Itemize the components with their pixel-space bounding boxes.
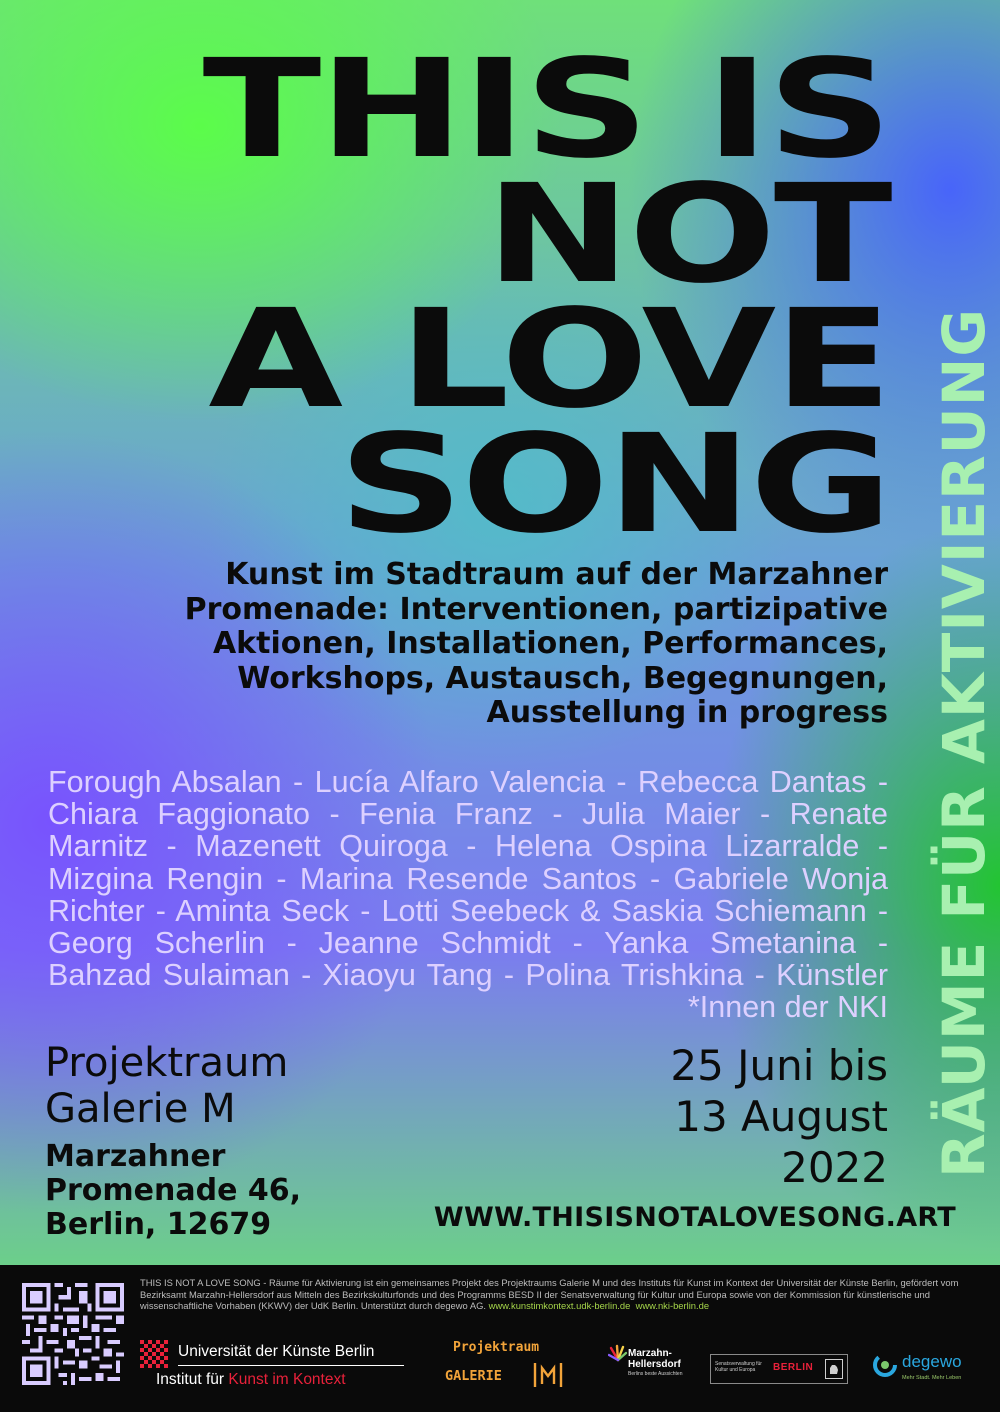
artist-list: Forough Absalan - Lucía Alfaro Valencia - Rebecca Dantas - Chiara Faggionato - Fenia Franz - Julia Maier - Renate Marnitz - Mazenett Quiroga - Helena Ospina Lizarralde - Mizgina Rengin - Marina Resende Santos - Gabriele Wonja Richter - Aminta Seck - Lotti Seebeck & Saskia Schiemann - Georg Scherlin - Jeanne Schmidt - Yanka Smetanina - Bahzad Sulaiman - Xiaoyu Tang - Polina Trishkina - Künstler *Innen der NKI	[48, 765, 888, 1025]
venue-name-line-2: Galerie M	[45, 1086, 236, 1132]
sun-rays-icon	[608, 1344, 628, 1370]
credits-link-nki[interactable]: www.nki-berlin.de	[635, 1300, 710, 1312]
website-link[interactable]: WWW.THISISNOTALOVESONG.ART	[433, 1202, 956, 1233]
senate-text: Senatsverwaltung für Kultur und Europa	[715, 1361, 762, 1373]
dates-block	[560, 1040, 888, 1193]
headline-line-1: THIS IS	[202, 31, 891, 189]
venue-address	[45, 1140, 425, 1242]
headline-line-3: A LOVE	[208, 281, 890, 439]
subtitle: Kunst im Stadtraum auf der Marzahner Promenade: Interventionen, partizipative Aktionen, Installationen, Performances, Workshops, Austausch, Begegnungen, Ausstellung in progress	[184, 557, 888, 730]
udk-institute-prefix: Institut für	[156, 1371, 225, 1388]
senate-berlin-logo	[710, 1354, 848, 1384]
udk-institute	[156, 1371, 346, 1389]
degewo-label: degewo	[902, 1352, 962, 1371]
date-line-2: 13 August	[674, 1092, 888, 1141]
udk-logo	[140, 1338, 410, 1394]
credits-link-udk[interactable]: www.kunstimkontext.udk-berlin.de	[488, 1300, 631, 1312]
marzahn-hellersdorf-logo	[608, 1344, 698, 1384]
udk-name: Universität der Künste Berlin	[178, 1343, 375, 1360]
headline	[40, 31, 891, 564]
credits-text	[140, 1277, 982, 1312]
degewo-swirl-icon	[872, 1352, 898, 1378]
galerie-label: GALERIE	[445, 1368, 502, 1384]
address-line-1: Marzahner	[45, 1139, 226, 1174]
galerie-m-icon	[531, 1360, 565, 1390]
marzahn-line-1: Marzahn-	[628, 1348, 672, 1359]
udk-divider	[178, 1365, 404, 1366]
qr-code-icon[interactable]	[22, 1283, 124, 1385]
headline-line-4: SONG	[338, 406, 890, 564]
marzahn-name	[628, 1348, 681, 1370]
venue-block	[45, 1040, 425, 1242]
berlin-label: BERLIN	[773, 1362, 814, 1373]
vertical-title: RÄUME FÜR AKTIVIERUNG	[930, 308, 998, 1178]
venue-name-line-1: Projektraum	[45, 1040, 289, 1086]
degewo-logo	[872, 1352, 972, 1386]
address-line-2: Promenade 46,	[45, 1173, 302, 1208]
berlin-bear-icon	[825, 1359, 843, 1379]
credits-body: THIS IS NOT A LOVE SONG - Räume für Aktivierung ist ein gemeinsames Projekt des Projektraums Galerie M und des Instituts für Kunst im Kontext der Universität der Künste Berlin, gefördert vom Bezirksamt Marzahn-Hellersdorf aus Mitteln des Bezirkskulturfonds und des Programms BESD II der Senatsverwaltung für Kultur und Europa sowie von der Kommission für künstlerische und wissenschaftliche Vorhaben (KKWV) der UdK Berlin. Unterstützt durch degewo AG.	[140, 1277, 959, 1312]
address-line-3: Berlin, 12679	[45, 1207, 272, 1242]
degewo-tagline: Mehr Stadt. Mehr Leben	[902, 1375, 962, 1381]
projektraum-logo	[443, 1338, 573, 1394]
date-line-3: 2022	[781, 1143, 888, 1192]
headline-line-2: NOT	[485, 156, 890, 314]
marzahn-tagline: Berlins beste Aussichten	[628, 1371, 683, 1377]
udk-institute-name: Kunst im Kontext	[228, 1371, 346, 1388]
marzahn-line-2: Hellersdorf	[628, 1359, 681, 1370]
projektraum-label: Projektraum	[453, 1340, 540, 1355]
date-line-1: 25 Juni bis	[670, 1041, 888, 1090]
udk-emblem-icon	[140, 1340, 168, 1368]
